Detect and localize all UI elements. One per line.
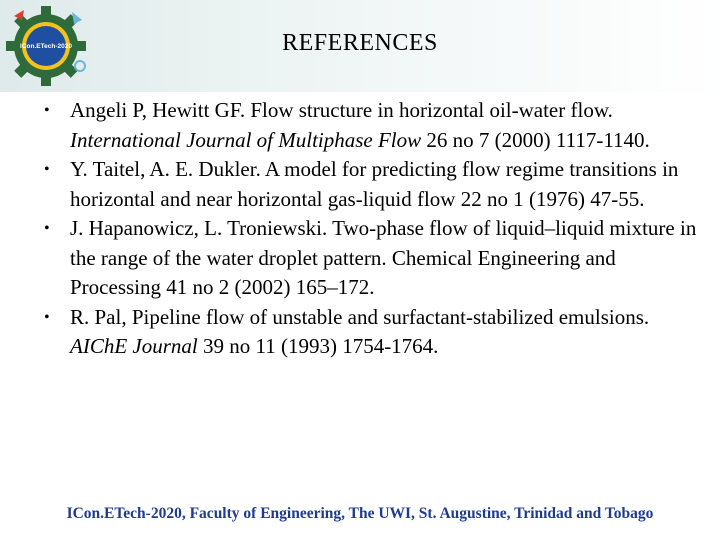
footer-text: ICon.ETech-2020, Faculty of Engineering, The UWI, St. Augustine, Trinidad and Tobago xyxy=(66,505,654,522)
list-item xyxy=(40,155,700,214)
reference-text: J. Hapanowicz, L. Troniewski. Two-phase flow of liquid–liquid mixture in the range of the water droplet pattern. Chemical Engineering and Processing 41 no 2 (2002) 165–172. xyxy=(70,216,697,299)
list-item xyxy=(40,214,700,303)
reference-text: Angeli P, Hewitt GF. Flow structure in horizontal oil-water flow. xyxy=(70,98,613,122)
bullet-icon: • xyxy=(44,102,50,119)
reference-list xyxy=(40,96,700,362)
reference-details: 26 no 7 (2000) 1117-1140. xyxy=(421,127,650,152)
reference-text: R. Pal, Pipeline flow of unstable and surfactant-stabilized emulsions. xyxy=(70,304,650,329)
bullet-icon: • xyxy=(44,161,50,178)
journal-name: AIChE Journal xyxy=(70,334,198,358)
list-item xyxy=(40,303,700,362)
reference-text: Y. Taitel, A. E. Dukler. A model for predicting flow regime transitions in horizontal and near horizontal gas‐liquid flow 22 no 1 (1976) 47-55. xyxy=(70,157,679,211)
journal-name: International Journal of Multiphase Flow xyxy=(70,127,422,152)
list-item xyxy=(40,96,700,155)
bullet-icon: • xyxy=(44,308,50,326)
page-title: REFERENCES xyxy=(282,30,438,56)
bullet-icon: • xyxy=(44,220,50,237)
reference-details: 39 no 11 (1993) 1754-1764. xyxy=(197,334,439,358)
logo-text: ICon.ETech-2020 xyxy=(20,43,72,50)
